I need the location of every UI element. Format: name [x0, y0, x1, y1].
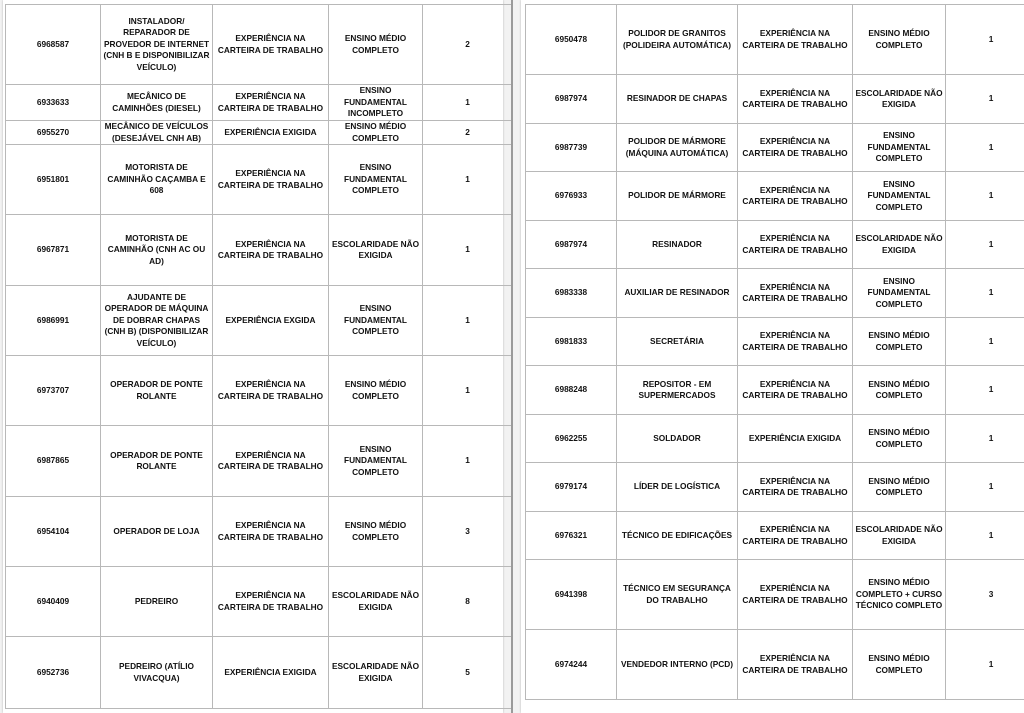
job-table-right	[525, 4, 1024, 700]
job-vacancies: 1	[946, 269, 1024, 318]
job-education: ENSINO MÉDIO COMPLETO	[329, 356, 423, 426]
job-experience: EXPERIÊNCIA NA CARTEIRA DE TRABALHO	[738, 221, 853, 269]
job-role: SOLDADOR	[617, 415, 738, 463]
job-education: ENSINO FUNDAMENTAL COMPLETO	[853, 269, 946, 318]
table-row	[6, 426, 513, 497]
job-code: 6955270	[6, 121, 101, 145]
job-code: 6952736	[6, 637, 101, 709]
job-experience: EXPERIÊNCIA EXIGIDA	[738, 415, 853, 463]
job-experience: EXPERIÊNCIA NA CARTEIRA DE TRABALHO	[738, 172, 853, 221]
job-vacancies: 2	[423, 121, 513, 145]
job-vacancies: 2	[423, 5, 513, 85]
job-experience: EXPERIÊNCIA NA CARTEIRA DE TRABALHO	[738, 75, 853, 124]
job-education: ENSINO MÉDIO COMPLETO	[853, 318, 946, 366]
job-experience: EXPERIÊNCIA NA CARTEIRA DE TRABALHO	[738, 318, 853, 366]
job-experience: EXPERIÊNCIA NA CARTEIRA DE TRABALHO	[738, 560, 853, 630]
job-education: ENSINO FUNDAMENTAL INCOMPLETO	[329, 85, 423, 121]
job-education: ENSINO FUNDAMENTAL COMPLETO	[329, 426, 423, 497]
job-role: OPERADOR DE PONTE ROLANTE	[101, 426, 213, 497]
job-experience: EXPERIÊNCIA NA CARTEIRA DE TRABALHO	[738, 463, 853, 512]
job-experience: EXPERIÊNCIA NA CARTEIRA DE TRABALHO	[213, 356, 329, 426]
table-row	[526, 366, 1024, 415]
job-education: ENSINO MÉDIO COMPLETO	[853, 5, 946, 75]
job-education: ENSINO MÉDIO COMPLETO	[329, 497, 423, 567]
table-row	[526, 124, 1024, 172]
job-role: OPERADOR DE PONTE ROLANTE	[101, 356, 213, 426]
job-education: ESCOLARIDADE NÃO EXIGIDA	[329, 567, 423, 637]
job-experience: EXPERIÊNCIA NA CARTEIRA DE TRABALHO	[738, 269, 853, 318]
job-role: MOTORISTA DE CAMINHÃO CAÇAMBA E 608	[101, 145, 213, 215]
job-vacancies: 3	[423, 497, 513, 567]
job-vacancies: 8	[423, 567, 513, 637]
job-code: 6976933	[526, 172, 617, 221]
job-education: ENSINO MÉDIO COMPLETO	[853, 415, 946, 463]
job-code: 6968587	[6, 5, 101, 85]
job-education: ESCOLARIDADE NÃO EXIGIDA	[853, 512, 946, 560]
job-vacancies: 1	[946, 75, 1024, 124]
table-row	[6, 215, 513, 286]
job-role: OPERADOR DE LOJA	[101, 497, 213, 567]
job-role: AUXILIAR DE RESINADOR	[617, 269, 738, 318]
job-role: POLIDOR DE GRANITOS (POLIDEIRA AUTOMÁTICA)	[617, 5, 738, 75]
job-code: 6986991	[6, 286, 101, 356]
job-role: VENDEDOR INTERNO (PCD)	[617, 630, 738, 700]
job-experience: EXPERIÊNCIA EXGIDA	[213, 286, 329, 356]
job-experience: EXPERIÊNCIA NA CARTEIRA DE TRABALHO	[213, 145, 329, 215]
table-row	[526, 415, 1024, 463]
document-page-right	[521, 0, 1024, 713]
job-education: ENSINO MÉDIO COMPLETO	[853, 463, 946, 512]
job-code: 6940409	[6, 567, 101, 637]
job-education: ENSINO FUNDAMENTAL COMPLETO	[853, 172, 946, 221]
job-education: ENSINO FUNDAMENTAL COMPLETO	[329, 145, 423, 215]
job-vacancies: 3	[946, 560, 1024, 630]
table-row	[526, 630, 1024, 700]
job-code: 6987739	[526, 124, 617, 172]
job-code: 6950478	[526, 5, 617, 75]
table-row	[526, 75, 1024, 124]
job-vacancies: 1	[946, 630, 1024, 700]
job-education: ESCOLARIDADE NÃO EXIGIDA	[853, 75, 946, 124]
job-code: 6979174	[526, 463, 617, 512]
page-divider	[511, 0, 513, 713]
job-code: 6967871	[6, 215, 101, 286]
table-row	[6, 5, 513, 85]
job-role: LÍDER DE LOGÍSTICA	[617, 463, 738, 512]
job-experience: EXPERIÊNCIA NA CARTEIRA DE TRABALHO	[738, 366, 853, 415]
job-education: ENSINO FUNDAMENTAL COMPLETO	[853, 124, 946, 172]
table-row	[526, 5, 1024, 75]
job-role: MOTORISTA DE CAMINHÃO (CNH AC OU AD)	[101, 215, 213, 286]
job-vacancies: 1	[946, 5, 1024, 75]
job-vacancies: 1	[946, 415, 1024, 463]
job-code: 6981833	[526, 318, 617, 366]
job-education: ENSINO MÉDIO COMPLETO + CURSO TÉCNICO COMPLETO	[853, 560, 946, 630]
job-code: 6988248	[526, 366, 617, 415]
job-role: MECÂNICO DE CAMINHÕES (DIESEL)	[101, 85, 213, 121]
job-code: 6987865	[6, 426, 101, 497]
job-education: ENSINO MÉDIO COMPLETO	[329, 5, 423, 85]
job-vacancies: 1	[423, 426, 513, 497]
job-role: TÉCNICO EM SEGURANÇA DO TRABALHO	[617, 560, 738, 630]
table-row	[526, 463, 1024, 512]
job-code: 6987974	[526, 221, 617, 269]
job-experience: EXPERIÊNCIA NA CARTEIRA DE TRABALHO	[213, 215, 329, 286]
job-role: PEDREIRO (ATÍLIO VIVACQUA)	[101, 637, 213, 709]
job-role: RESINADOR	[617, 221, 738, 269]
document-page-left	[3, 0, 503, 713]
job-vacancies: 1	[423, 356, 513, 426]
table-row	[526, 318, 1024, 366]
table-row	[6, 356, 513, 426]
job-role: TÉCNICO DE EDIFICAÇÕES	[617, 512, 738, 560]
table-row	[6, 567, 513, 637]
job-vacancies: 1	[946, 463, 1024, 512]
job-experience: EXPERIÊNCIA NA CARTEIRA DE TRABALHO	[213, 426, 329, 497]
job-experience: EXPERIÊNCIA NA CARTEIRA DE TRABALHO	[213, 5, 329, 85]
job-role: POLIDOR DE MÁRMORE	[617, 172, 738, 221]
job-vacancies: 1	[423, 85, 513, 121]
job-education: ENSINO MÉDIO COMPLETO	[853, 630, 946, 700]
job-code: 6941398	[526, 560, 617, 630]
job-code: 6983338	[526, 269, 617, 318]
table-row	[526, 221, 1024, 269]
job-vacancies: 1	[946, 172, 1024, 221]
job-experience: EXPERIÊNCIA EXIGIDA	[213, 121, 329, 145]
job-experience: EXPERIÊNCIA NA CARTEIRA DE TRABALHO	[213, 497, 329, 567]
job-experience: EXPERIÊNCIA NA CARTEIRA DE TRABALHO	[738, 5, 853, 75]
job-experience: EXPERIÊNCIA NA CARTEIRA DE TRABALHO	[738, 512, 853, 560]
table-row	[526, 172, 1024, 221]
job-vacancies: 5	[423, 637, 513, 709]
job-role: RESINADOR DE CHAPAS	[617, 75, 738, 124]
table-row	[6, 286, 513, 356]
job-education: ENSINO MÉDIO COMPLETO	[329, 121, 423, 145]
table-row	[6, 85, 513, 121]
job-education: ENSINO MÉDIO COMPLETO	[853, 366, 946, 415]
job-role: AJUDANTE DE OPERADOR DE MÁQUINA DE DOBRAR CHAPAS (CNH B) (DISPONIBILIZAR VEÍCULO)	[101, 286, 213, 356]
job-code: 6933633	[6, 85, 101, 121]
job-role: REPOSITOR - EM SUPERMERCADOS	[617, 366, 738, 415]
job-role: INSTALADOR/ REPARADOR DE PROVEDOR DE INTERNET (CNH B E DISPONIBILIZAR VEÍCULO)	[101, 5, 213, 85]
job-vacancies: 1	[946, 366, 1024, 415]
job-code: 6951801	[6, 145, 101, 215]
job-education: ESCOLARIDADE NÃO EXIGIDA	[329, 215, 423, 286]
job-vacancies: 1	[946, 124, 1024, 172]
job-experience: EXPERIÊNCIA EXIGIDA	[213, 637, 329, 709]
job-education: ESCOLARIDADE NÃO EXIGIDA	[329, 637, 423, 709]
job-experience: EXPERIÊNCIA NA CARTEIRA DE TRABALHO	[738, 630, 853, 700]
table-row	[6, 637, 513, 709]
job-vacancies: 1	[423, 286, 513, 356]
job-experience: EXPERIÊNCIA NA CARTEIRA DE TRABALHO	[213, 567, 329, 637]
job-vacancies: 1	[423, 215, 513, 286]
job-education: ENSINO FUNDAMENTAL COMPLETO	[329, 286, 423, 356]
job-role: MECÂNICO DE VEÍCULOS (DESEJÁVEL CNH AB)	[101, 121, 213, 145]
job-vacancies: 1	[423, 145, 513, 215]
table-row	[526, 269, 1024, 318]
table-row	[6, 121, 513, 145]
job-table-left	[5, 4, 513, 709]
job-code: 6974244	[526, 630, 617, 700]
job-vacancies: 1	[946, 221, 1024, 269]
table-row	[526, 560, 1024, 630]
job-code: 6954104	[6, 497, 101, 567]
job-code: 6976321	[526, 512, 617, 560]
table-row	[6, 497, 513, 567]
job-education: ESCOLARIDADE NÃO EXIGIDA	[853, 221, 946, 269]
job-experience: EXPERIÊNCIA NA CARTEIRA DE TRABALHO	[738, 124, 853, 172]
job-role: PEDREIRO	[101, 567, 213, 637]
job-experience: EXPERIÊNCIA NA CARTEIRA DE TRABALHO	[213, 85, 329, 121]
job-code: 6973707	[6, 356, 101, 426]
job-role: POLIDOR DE MÁRMORE (MÁQUINA AUTOMÁTICA)	[617, 124, 738, 172]
job-vacancies: 1	[946, 512, 1024, 560]
job-vacancies: 1	[946, 318, 1024, 366]
job-code: 6962255	[526, 415, 617, 463]
job-code: 6987974	[526, 75, 617, 124]
table-row	[526, 512, 1024, 560]
job-role: SECRETÁRIA	[617, 318, 738, 366]
table-row	[6, 145, 513, 215]
